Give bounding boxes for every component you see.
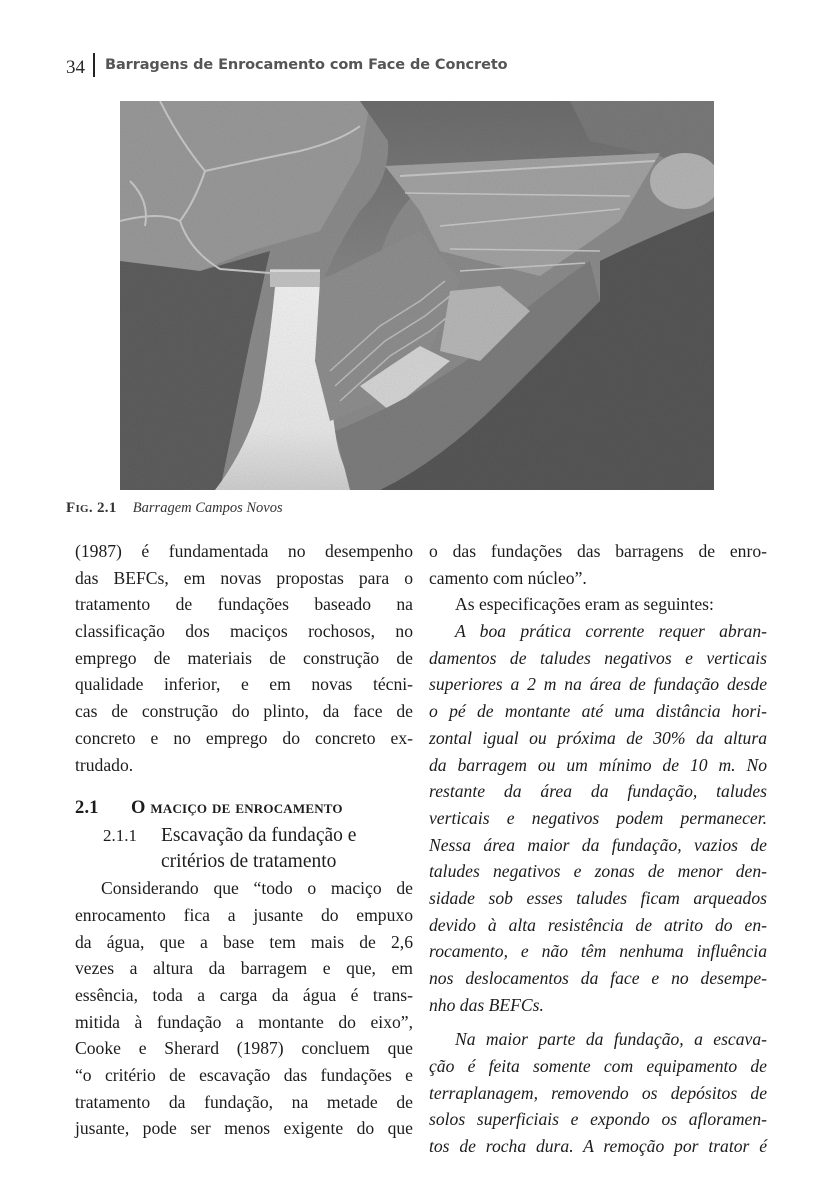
text-line: mitida à fundação a montante do eixo”, [75,1011,413,1032]
continued-paragraph [429,538,767,591]
figure-title: Barragem Campos Novos [132,500,283,516]
subsection-title-line-1: Escavação da fundação e [161,825,357,847]
spacer [429,1018,767,1026]
text-line: devido à alta resistência de atrito do en- [429,914,767,935]
section-title: O maciço de enrocamento [131,798,343,819]
text-line: emprego de materiais de construção de [75,647,413,668]
page-number: 34 [66,57,85,78]
text-line: tos de rocha dura. A remoção por trator é [429,1136,767,1157]
text-line: nos deslocamentos da face e no desempe- [429,968,767,988]
text-line: taludes negativos e zonas de menor den- [429,861,767,882]
text-line: verticais e negativos podem permanecer. [429,807,767,828]
text-line: camento com núcleo”. [429,567,587,588]
text-line: concreto e no emprego do concreto ex- [75,727,413,748]
text-line: o pé de montante até uma distância hori- [429,701,767,722]
text-line: (1987) é fundamentada no desempenho [75,541,413,561]
text-line: zontal igual ou próxima de 30% da altura [429,727,767,748]
header-divider [93,53,95,77]
body-paragraph [75,875,413,1142]
text-line: restante da área da fundação, taludes [429,781,767,802]
quoted-specification-1 [429,618,767,1018]
text-line: da barragem ou um mínimo de 10 m. No [429,754,767,775]
right-column [429,538,767,1160]
subsection-title-line-2: critérios de tratamento [161,851,337,873]
text-line: Cooke e Sherard (1987) concluem que [75,1038,413,1059]
text-line: qualidade inferior, e em novas técni- [75,674,413,695]
section-heading [75,795,413,823]
text-line: A boa prática corrente requer abran- [455,621,767,642]
subsection-number: 2.1.1 [103,826,137,846]
text-line: Considerando que “todo o maciço de [101,878,413,899]
text-line: vezes a altura da barragem e que, em [75,958,413,979]
text-line: da água, que a base tem mais de 2,6 [75,931,413,952]
spacer [75,778,413,795]
text-line: o das fundações das barragens de enro- [429,541,767,561]
subsection-heading [75,823,413,875]
text-line: Nessa área maior da fundação, vazios de [429,834,767,855]
text-line: solos superficiais e expondo os afloramen- [429,1109,767,1130]
text-line: classificação dos maciços rochosos, no [75,621,413,642]
figure-caption [66,500,283,517]
text-line: superiores a 2 m na área de fundação desde [429,674,767,695]
text-line: trudado. [75,754,134,775]
text-line: essência, toda a carga da água é trans- [75,984,413,1005]
figure-label: Fig. 2.1 [66,500,117,516]
intro-paragraph [75,538,413,778]
text-line: Na maior parte da fundação, a escava- [455,1029,767,1050]
text-line: tratamento de fundações baseado na [75,594,413,615]
text-line: tratamento da fundação, na metade de [75,1091,413,1112]
text-line: jusante, pode ser menos exigente do que [75,1118,413,1139]
text-line: sidade sob esses taludes ficam arqueados [429,887,767,908]
text-line: As especificações eram as seguintes: [455,594,714,615]
section-number: 2.1 [75,798,99,819]
text-line: terraplanagem, removendo os depósitos de [429,1082,767,1103]
dam-photo [120,101,714,490]
text-line: das BEFCs, em novas propostas para o [75,567,413,588]
book-title: Barragens de Enrocamento com Face de Concreto [105,57,508,73]
left-column [75,538,413,1142]
text-line: enrocamento fica a jusante do empuxo [75,904,413,925]
text-line: damentos de taludes negativos e verticais [429,647,767,668]
specifications-intro [429,591,767,618]
text-line: rocamento, e não têm nenhuma influência [429,941,767,962]
text-line: “o critério de escavação das fundações e [75,1065,413,1085]
quoted-specification-2 [429,1026,767,1159]
text-line: nho das BEFCs. [429,994,544,1015]
text-line: cas de construção do plinto, da face de [75,701,413,722]
text-line: ção é feita somente com equipamento de [429,1056,767,1077]
running-head [66,50,508,80]
